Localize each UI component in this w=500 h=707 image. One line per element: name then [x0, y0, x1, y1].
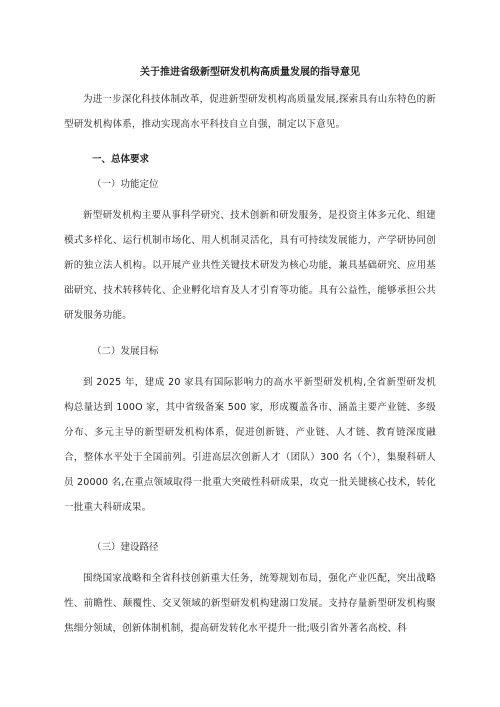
intro-paragraph: 为进一步深化科技体制改革，促进新型研发机构高质量发展,探索具有山东特色的新型研发机构体系，推动实现高水平科技自立自强，制定以下意见。 [64, 94, 436, 130]
paragraph-development-goals: 到 2025 年，建成 20 家具有国际影响力的高水平新型研发机构,全省新型研发机构总量达到 100O 家，其中省级备案 500 家，形成覆盖各市、涵盖主要产业链、多级分布、多元主导的新型研发机构体系，促进创新链、产业链、人才链、教育链深度融合，整体水平处于全国前列。引进高层次创新人才（团队）300 名（个），集聚科研人员 20000 名,在重点领域取得一批重大突破性科研成果，攻克一批关键核心技术，转化一批重大科研成果。 [64, 377, 436, 513]
subheading-function-positioning: （一）功能定位 [92, 179, 159, 190]
paragraph-construction-path: 围绕国家战略和全省科技创新重大任务，统筹规划布局，强化产业匹配，突出战略性、前瞻性、颠覆性、交叉领域的新型研发机构建溺口发展。支持存量新型研发机构聚焦细分领域，创新体制机制，提高研发转化水平提升一批;吸引省外著名高校、科 [64, 573, 436, 634]
document-title: 关于推进省级新型研发机构高质量发展的指导意见 [140, 67, 360, 78]
section-heading-general-requirements: 一、总体要求 [92, 154, 150, 165]
subheading-construction-path: （三）建设路径 [92, 542, 159, 553]
subheading-development-goals: （二）发展目标 [92, 346, 159, 357]
paragraph-function-positioning: 新型研发机构主要从事科学研究、技术创新和研发服务，是投资主体多元化、组建模式多样化、运行机制市场化、用人机制灵活化，具有可持续发展能力，产学研协同创新的独立法人机构。以开展产业共性关键技术研发为核心功能，兼具基础研究、应用基础研究、技术转移转化、企业孵化培育及人才引育等功能。具有公益性，能够承担公共研发服务功能。 [64, 210, 436, 321]
